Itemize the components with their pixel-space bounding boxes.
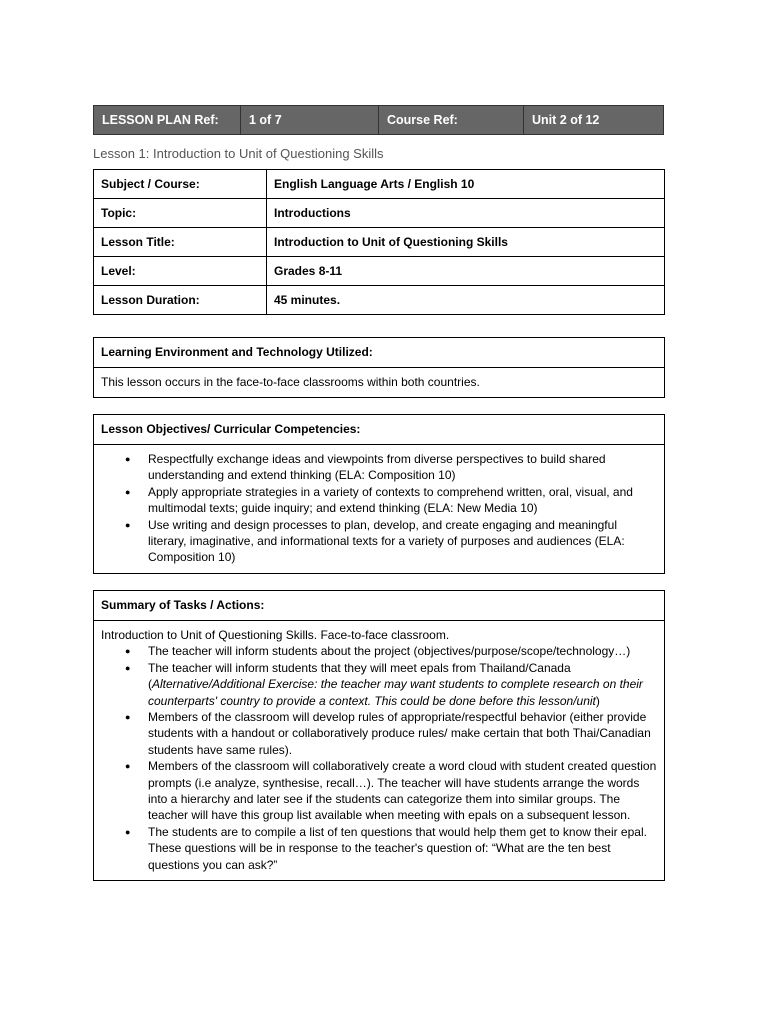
objectives-section	[93, 414, 665, 574]
info-value: English Language Arts / English 10	[267, 170, 665, 199]
list-item: ● Respectfully exchange ideas and viewpoints from diverse perspectives to build shared understanding and extend thinking (ELA: Composition 10)	[101, 451, 657, 484]
objectives-body	[94, 445, 664, 573]
info-key: Lesson Title:	[94, 228, 267, 257]
list-item: ● Members of the classroom will collaboratively create a word cloud with student created question prompts (i.e analyze, synthesise, recall…). The teacher will have students arrange the words into a hierarchy and later see if the students can categorize them into similar groups. The teacher will have this group list available when meeting with epals on a subsequent lesson.	[101, 758, 657, 824]
objectives-list	[101, 451, 657, 566]
lesson-plan-ref-value: 1 of 7	[241, 106, 379, 134]
list-item: ● Use writing and design processes to plan, develop, and create engaging and meaningful literary, imaginative, and informational texts for a variety of purposes and audiences (ELA: Composition 10)	[101, 517, 657, 566]
summary-list	[101, 643, 657, 873]
info-value: 45 minutes.	[267, 286, 665, 315]
info-key: Topic:	[94, 199, 267, 228]
course-ref-value: Unit 2 of 12	[532, 113, 600, 127]
lesson-plan-ref-label: LESSON PLAN Ref:	[94, 106, 241, 134]
summary-body	[94, 621, 664, 880]
environment-text: This lesson occurs in the face-to-face classrooms within both countries.	[101, 375, 480, 389]
list-item: ● Apply appropriate strategies in a variety of contexts to comprehend written, oral, visual, and multimodal texts; guide inquiry; and extend thinking (ELA: New Media 10)	[101, 484, 657, 517]
info-value: Introduction to Unit of Questioning Skills	[267, 228, 665, 257]
summary-intro: Introduction to Unit of Questioning Skills. Face-to-face classroom.	[101, 628, 450, 642]
table-row	[94, 286, 665, 315]
list-item: ● Members of the classroom will develop rules of appropriate/respectful behavior (either provide students with a handout or collaboratively produce rules/ make certain that both Thai/Canadian students have same rules).	[101, 709, 657, 758]
info-key: Level:	[94, 257, 267, 286]
environment-section	[93, 337, 665, 398]
objectives-title: Lesson Objectives/ Curricular Competencies:	[94, 415, 664, 445]
list-item: ● The students are to compile a list of ten questions that would help them get to know their epal. These questions will be in response to the teacher's question of: “What are the ten best questions you can ask?”	[101, 824, 657, 873]
lesson-info-table	[93, 169, 665, 315]
list-item	[101, 660, 657, 709]
table-row	[94, 199, 665, 228]
course-ref-label: Course Ref:	[379, 106, 524, 134]
environment-title: Learning Environment and Technology Utilized:	[94, 338, 664, 368]
list-item: ● The teacher will inform students about the project (objectives/purpose/scope/technology…)	[101, 643, 657, 659]
table-row	[94, 170, 665, 199]
item-text: The teacher will inform students that they will meet epals from Thailand/Canada (	[148, 660, 571, 692]
summary-section	[93, 590, 665, 881]
table-row	[94, 257, 665, 286]
lesson-heading: Lesson 1: Introduction to Unit of Questioning Skills	[93, 146, 384, 161]
info-value: Introductions	[267, 199, 665, 228]
item-italic-note: Alternative/Additional Exercise: the teacher may want students to complete research on their counterparts' country to provide a context. This could be done before this lesson/unit	[148, 677, 643, 708]
info-key: Lesson Duration:	[94, 286, 267, 315]
table-row	[94, 228, 665, 257]
info-key: Subject / Course:	[94, 170, 267, 199]
info-value: Grades 8-11	[267, 257, 665, 286]
item-text-end: )	[595, 693, 600, 708]
lesson-plan-header-bar	[93, 105, 664, 135]
summary-title: Summary of Tasks / Actions:	[94, 591, 664, 621]
